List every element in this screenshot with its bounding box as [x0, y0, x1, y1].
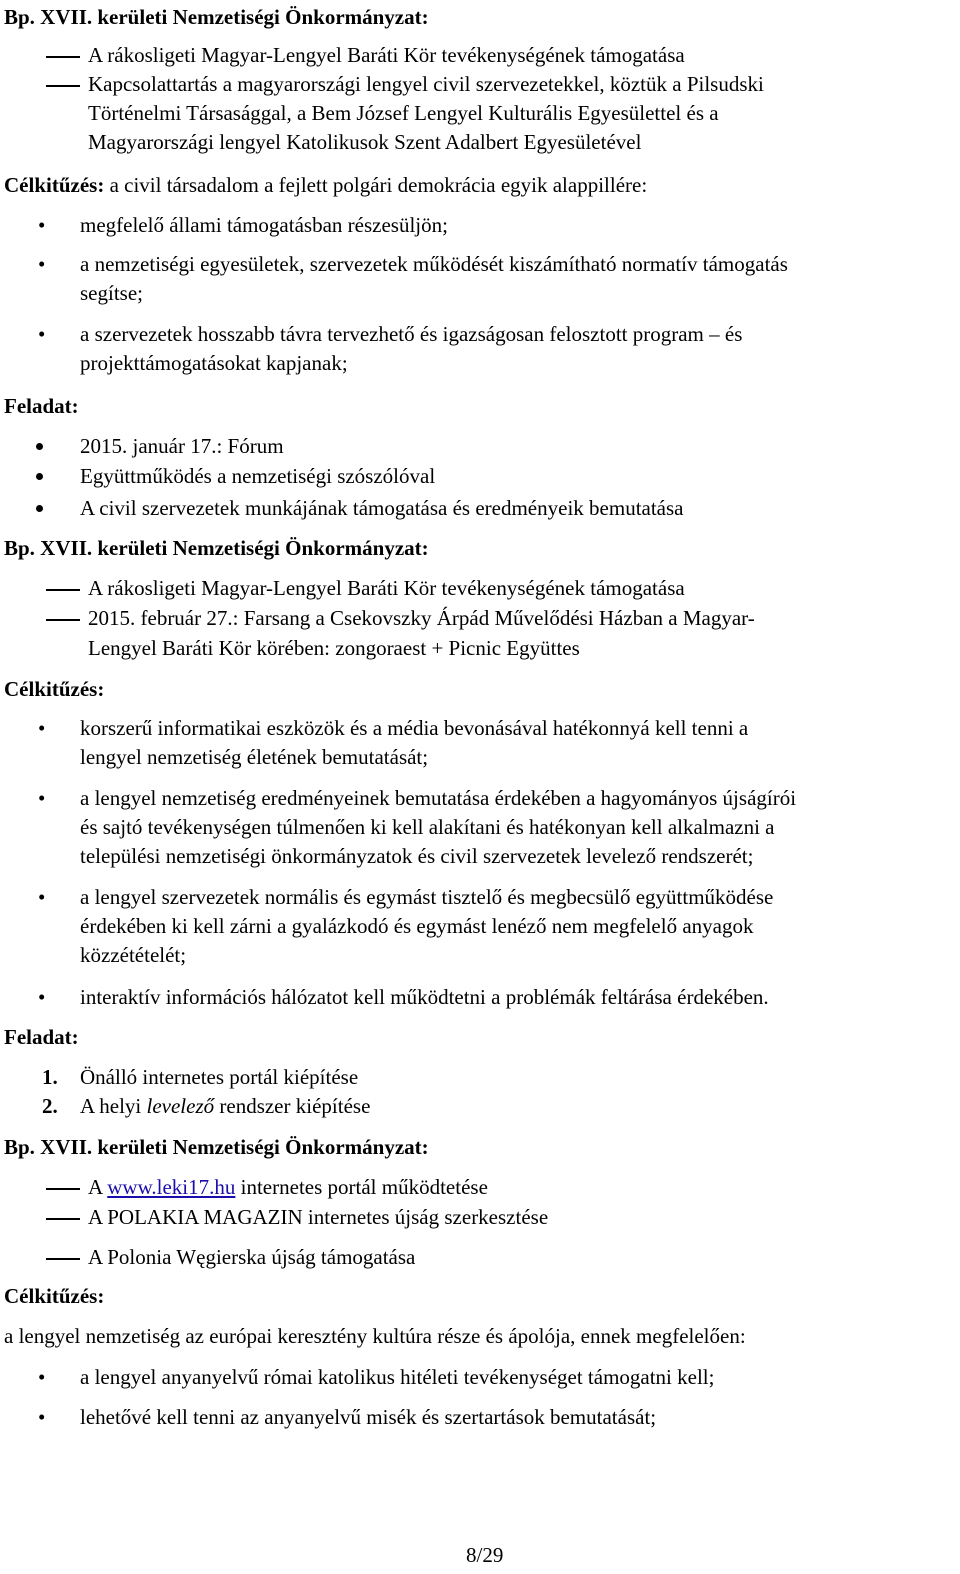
section1-goal: [4, 172, 647, 198]
bullet-icon: •: [38, 1365, 46, 1389]
heading-rest: kerületi Nemzetiségi Önkormányzat:: [97, 1135, 429, 1159]
goal-bullet-text: projekttámogatásokat kapjanak;: [80, 351, 348, 375]
task-item: A civil szervezetek munkájának támogatása és eredményeik bemutatása: [80, 496, 684, 520]
goal-label: Célkitűzés:: [4, 173, 105, 197]
dash-marker: [46, 1218, 80, 1220]
heading-prefix: Bp. XVII.: [4, 1135, 98, 1159]
goal-bullet-text: és sajtó tevékenységen túlmenően ki kell alakítani és hatékonyan kell alkalmazni a: [80, 815, 775, 839]
task-number: 1.: [42, 1065, 58, 1089]
heading-prefix: Bp. XVII.: [4, 536, 98, 560]
task-text: A helyi: [80, 1094, 147, 1118]
section2-heading: [4, 535, 429, 561]
task-item: [80, 1064, 358, 1090]
section3-heading: [4, 1134, 429, 1160]
task-item: 2015. január 17.: Fórum: [80, 434, 284, 458]
goal-bullet-text: interaktív információs hálózatot kell működtetni a problémák feltárása érdekében.: [80, 985, 769, 1009]
section3-goal-text: a lengyel nemzetiség az európai keresztény kultúra része és ápolója, ennek megfelelően:: [4, 1324, 746, 1348]
task-number: 2.: [42, 1094, 58, 1118]
dash-item-text: A POLAKIA MAGAZIN internetes újság szerkesztése: [88, 1205, 549, 1229]
section1-dash-item: [46, 71, 764, 97]
section2-task-label: Feladat:: [4, 1025, 79, 1049]
goal-bullet-text: települési nemzetiségi önkormányzatok és civil szervezetek levelező rendszerét;: [80, 844, 754, 868]
heading-rest: kerületi Nemzetiségi Önkormányzat:: [97, 536, 429, 560]
bullet-icon: •: [38, 885, 46, 909]
goal-bullet-text: lehetővé kell tenni az anyanyelvű misék és szertartások bemutatását;: [80, 1405, 657, 1429]
section3-dash-item: [46, 1174, 488, 1200]
section2-goal-label: Célkitűzés:: [4, 677, 105, 701]
section2-dash-item: [46, 575, 685, 601]
bullet-dot-icon: [36, 473, 43, 480]
goal-bullet-text: érdekében ki kell zárni a gyalázkodó és egymást lenéző nem megfelelő anyagok: [80, 914, 754, 938]
bullet-dot-icon: [36, 505, 43, 512]
dash-item-text: internetes portál működtetése: [235, 1175, 488, 1199]
section1-task-label: Feladat:: [4, 394, 79, 418]
goal-bullet-text: a lengyel szervezetek normális és egymást tisztelő és megbecsülő együttműködése: [80, 885, 774, 909]
bullet-icon: •: [38, 716, 46, 740]
dash-continuation: Történelmi Társasággal, a Bem József Lengyel Kulturális Egyesülettel és a: [88, 101, 719, 125]
section3-dash-item: [46, 1204, 548, 1230]
dash-item-text: Kapcsolattartás a magyarországi lengyel civil szervezetekkel, köztük a Pilsudski: [88, 72, 764, 96]
section1-dash-item: [46, 42, 685, 68]
task-text: Önálló internetes portál kiépítése: [80, 1065, 359, 1089]
goal-bullet-text: a nemzetiségi egyesületek, szervezetek működését kiszámítható normatív támogatás: [80, 252, 788, 276]
dash-item-text: A Polonia Węgierska újság támogatása: [88, 1245, 416, 1269]
task-item: [80, 1093, 370, 1119]
goal-bullet-text: korszerű informatikai eszközök és a média bevonásával hatékonnyá kell tenni a: [80, 716, 749, 740]
goal-bullet-text: közzétételét;: [80, 943, 187, 967]
goal-bullet-text: a szervezetek hosszabb távra tervezhető és igazságosan felosztott program – és: [80, 322, 743, 346]
task-text-emphasis: levelező: [146, 1094, 215, 1118]
page-number: 8/29: [466, 1543, 504, 1567]
bullet-dot-icon: [36, 443, 43, 450]
task-text: rendszer kiépítése: [214, 1094, 371, 1118]
dash-marker: [46, 56, 80, 58]
bullet-icon: •: [38, 1405, 46, 1429]
section2-dash-item: [46, 605, 755, 631]
bullet-icon: •: [38, 213, 46, 237]
goal-bullet-text: megfelelő állami támogatásban részesüljön;: [80, 213, 448, 237]
dash-marker: [46, 619, 80, 621]
bullet-icon: •: [38, 985, 46, 1009]
dash-item-text: A: [88, 1175, 108, 1199]
dash-marker: [46, 1188, 80, 1190]
bullet-icon: •: [38, 252, 46, 276]
dash-continuation: Magyarországi lengyel Katolikusok Szent Adalbert Egyesületével: [88, 130, 642, 154]
dash-marker: [46, 1258, 80, 1260]
goal-bullet-text: a lengyel nemzetiség eredményeinek bemutatása érdekében a hagyományos újságírói: [80, 786, 797, 810]
section3-dash-item: [46, 1244, 415, 1270]
dash-marker: [46, 85, 80, 87]
goal-text: a civil társadalom a fejlett polgári demokrácia egyik alappillére:: [104, 173, 648, 197]
goal-bullet-text: segítse;: [80, 281, 143, 305]
bullet-icon: •: [38, 786, 46, 810]
bullet-icon: •: [38, 322, 46, 346]
goal-bullet-text: a lengyel anyanyelvű római katolikus hitéleti tevékenységet támogatni kell;: [80, 1365, 715, 1389]
dash-item-text: A rákosligeti Magyar-Lengyel Baráti Kör tevékenységének támogatása: [88, 43, 685, 67]
task-item: Együttműködés a nemzetiségi szószólóval: [80, 464, 436, 488]
dash-item-text: A rákosligeti Magyar-Lengyel Baráti Kör tevékenységének támogatása: [88, 576, 685, 600]
dash-continuation: Lengyel Baráti Kör körében: zongoraest + Picnic Együttes: [88, 636, 580, 660]
portal-link[interactable]: www.leki17.hu: [107, 1175, 236, 1199]
dash-marker: [46, 589, 80, 591]
section3-goal-label: Célkitűzés:: [4, 1284, 105, 1308]
dash-item-text: 2015. február 27.: Farsang a Csekovszky Árpád Művelődési Házban a Magyar-: [88, 606, 755, 630]
goal-bullet-text: lengyel nemzetiség életének bemutatását;: [80, 745, 429, 769]
section1-heading: Bp. XVII. kerületi Nemzetiségi Önkormányzat:: [4, 5, 429, 29]
